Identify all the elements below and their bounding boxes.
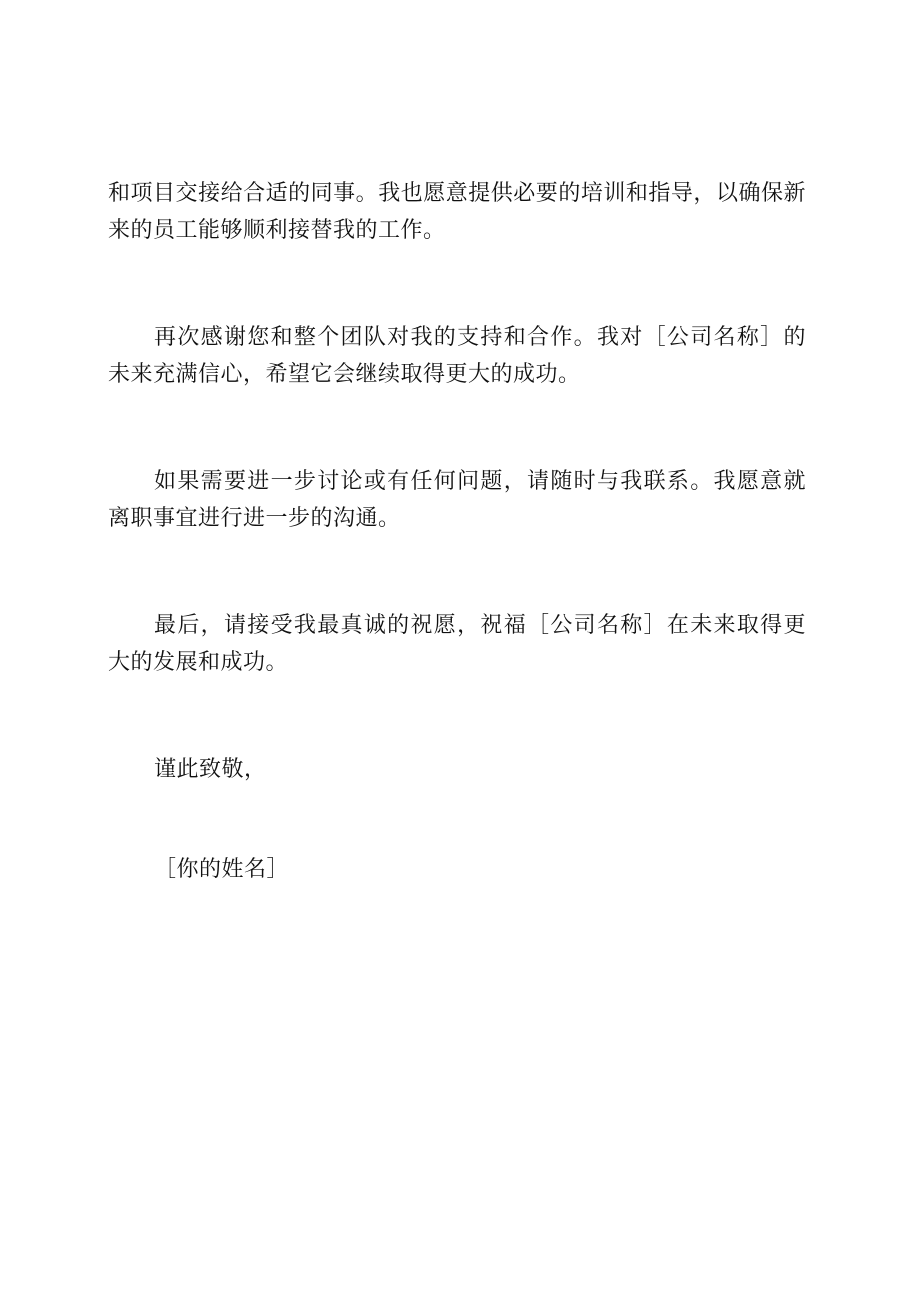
closing-salutation: 谨此致敬， [154, 757, 267, 782]
body-paragraph-wishes: 最后，请接受我最真诚的祝愿，祝福［公司名称］在未来取得更大的发展和成功。 [108, 613, 806, 675]
body-paragraph-contact: 如果需要进一步讨论或有任何问题，请随时与我联系。我愿意就离职事宜进行进一步的沟通。 [108, 469, 806, 531]
body-paragraph-thanks: 再次感谢您和整个团队对我的支持和合作。我对［公司名称］的未来充满信心，希望它会继续取得更大的成功。 [108, 325, 806, 387]
body-paragraph-continued: 和项目交接给合适的同事。我也愿意提供必要的培训和指导，以确保新来的员工能够顺利接替我的工作。 [108, 181, 806, 243]
signature-placeholder: ［你的姓名］ [154, 857, 290, 882]
